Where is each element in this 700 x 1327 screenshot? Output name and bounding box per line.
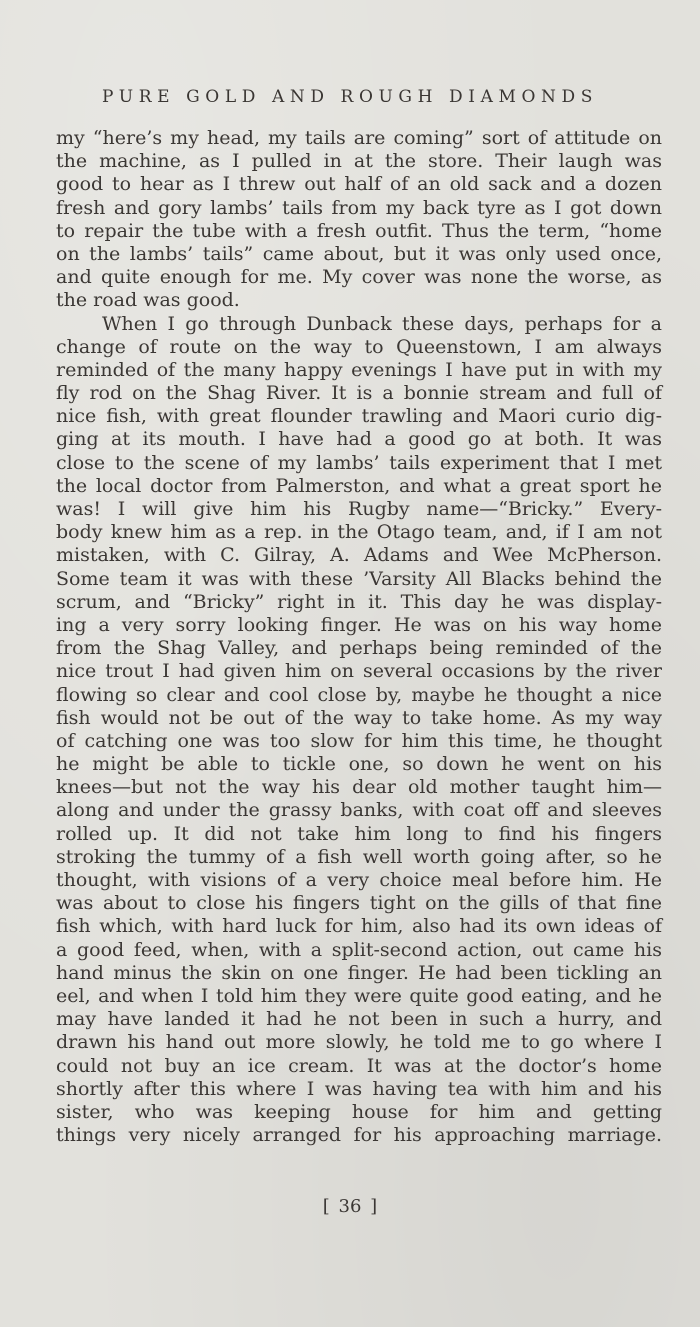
text-line: fish which, with hard luck for him, also had its own ideas of — [56, 915, 662, 938]
text-line: eel, and when I told him they were quite good eating, and he — [56, 984, 662, 1007]
text-line: a good feed, when, with a split-second action, out came his — [56, 938, 662, 961]
text-line: he might be able to tickle one, so down he went on his — [56, 753, 662, 776]
text-line: fresh and gory lambs’ tails from my back tyre as I got down — [56, 196, 662, 219]
text-line: close to the scene of my lambs’ tails experiment that I met — [56, 451, 662, 474]
text-line: and quite enough for me. My cover was none the worse, as — [56, 266, 662, 289]
text-line: fly rod on the Shag River. It is a bonnie stream and full of — [56, 382, 662, 405]
text-line: shortly after this where I was having tea with him and his — [56, 1077, 662, 1100]
text-line: reminded of the many happy evenings I have put in with my — [56, 358, 662, 381]
text-line: nice fish, with great flounder trawling and Maori curio dig- — [56, 405, 662, 428]
text-line: rolled up. It did not take him long to find his fingers — [56, 822, 662, 845]
text-line: the road was good. — [56, 289, 240, 312]
paragraph-1 — [56, 127, 662, 313]
text-line: was! I will give him his Rugby name—“Bricky.” Every- — [56, 498, 662, 520]
text-line: When I go through Dunback these days, perhaps for a — [102, 312, 662, 335]
text-line: mistaken, with C. Gilray, A. Adams and Wee McPherson. — [56, 544, 662, 567]
text-line: could not buy an ice cream. It was at the doctor’s home — [56, 1054, 662, 1077]
text-line: from the Shag Valley, and perhaps being reminded of the — [56, 637, 662, 660]
text-line: my “here’s my head, my tails are coming” sort of attitude on — [56, 127, 662, 149]
text-line: scrum, and “Bricky” right in it. This day he was display- — [56, 590, 662, 613]
text-line: ging at its mouth. I have had a good go at both. It was — [56, 428, 662, 451]
text-line: may have landed it had he not been in such a hurry, and — [56, 1008, 662, 1031]
text-line: ing a very sorry looking finger. He was on his way home — [56, 613, 662, 636]
text-line: knees—but not the way his dear old mother taught him— — [56, 776, 662, 799]
page-number: [ 36 ] — [322, 1196, 378, 1217]
text-line: on the lambs’ tails” came about, but it was only used once, — [56, 242, 662, 265]
body-text — [56, 127, 662, 1147]
text-line: fish would not be out of the way to take home. As my way — [56, 706, 662, 729]
paragraph-2 — [56, 313, 662, 1148]
text-line: sister, who was keeping house for him and getting — [56, 1100, 662, 1123]
text-line: hand minus the skin on one finger. He had been tickling an — [56, 961, 662, 984]
text-line: thought, with visions of a very choice meal before him. He — [56, 869, 662, 891]
text-line: nice trout I had given him on several occasions by the river — [56, 660, 662, 683]
text-line: things very nicely arranged for his approaching marriage. — [56, 1124, 662, 1147]
text-line: the machine, as I pulled in at the store. Their laugh was — [56, 150, 662, 173]
text-line: to repair the tube with a fresh outfit. Thus the term, “home — [56, 219, 662, 242]
text-line: the local doctor from Palmerston, and what a great sport he — [56, 474, 662, 497]
text-line: body knew him as a rep. in the Otago team, and, if I am not — [56, 521, 662, 544]
text-line: of catching one was too slow for him this time, he thought — [56, 729, 662, 752]
text-line: stroking the tummy of a fish well worth going after, so he — [56, 845, 662, 868]
text-line: Some team it was with these ’Varsity All Blacks behind the — [56, 567, 662, 590]
text-line: along and under the grassy banks, with coat off and sleeves — [56, 799, 662, 822]
text-line: drawn his hand out more slowly, he told me to go where I — [56, 1031, 662, 1054]
text-line: good to hear as I threw out half of an old sack and a dozen — [56, 173, 662, 196]
text-line: was about to close his fingers tight on the gills of that fine — [56, 892, 662, 915]
running-head: PURE GOLD AND ROUGH DIAMONDS — [102, 87, 598, 107]
text-line: flowing so clear and cool close by, maybe he thought a nice — [56, 683, 662, 706]
text-line: change of route on the way to Queenstown, I am always — [56, 335, 662, 358]
